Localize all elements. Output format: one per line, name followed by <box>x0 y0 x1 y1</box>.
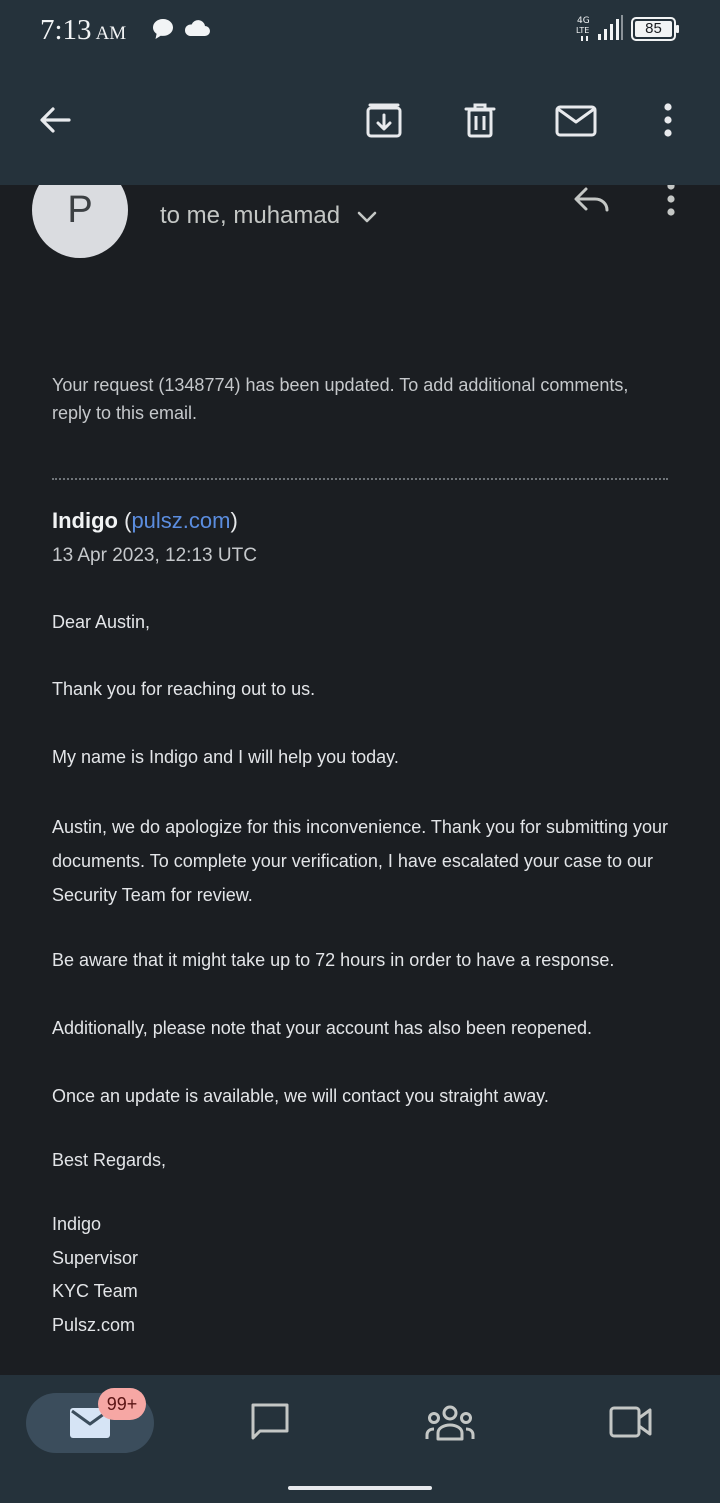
nav-chat-tab[interactable] <box>249 1401 291 1448</box>
avatar[interactable]: P <box>32 185 128 258</box>
request-update-notice: Your request (1348774) has been updated. To add additional comments, reply to this email. <box>52 375 629 423</box>
paragraph: Additionally, please note that your account has also been reopened. <box>52 1018 593 1038</box>
chat-icon <box>249 1401 291 1443</box>
mark-unread-button[interactable] <box>544 88 608 152</box>
more-vertical-icon <box>662 102 674 138</box>
paragraph: Thank you for reaching out to us. <box>52 679 316 699</box>
video-camera-icon <box>609 1405 653 1439</box>
agent-line: Indigo (pulsz.com) <box>52 508 238 533</box>
message-date: 13 Apr 2023, 12:13 UTC <box>52 545 257 566</box>
signature-line: Supervisor <box>52 1248 139 1268</box>
people-group-icon <box>425 1405 475 1441</box>
more-vertical-icon <box>665 185 677 217</box>
signal-icon <box>597 14 625 47</box>
chevron-down-icon <box>355 207 379 227</box>
toolbar-more-button[interactable] <box>636 88 700 152</box>
paragraph: Once an update is available, we will contact you straight away. <box>52 1086 549 1106</box>
reply-button[interactable] <box>570 185 614 226</box>
chat-notification-icon <box>150 16 176 47</box>
cloud-icon <box>182 16 212 45</box>
status-time: 7:13 AM <box>40 14 127 46</box>
paragraph: Be aware that it might take up to 72 hours in order to have a response. <box>52 950 615 970</box>
svg-text:LTE: LTE <box>576 26 590 35</box>
email-toolbar <box>0 60 720 185</box>
trash-icon <box>460 100 500 140</box>
recipients-label[interactable]: to me, muhamad <box>160 202 341 229</box>
svg-text:4G: 4G <box>577 16 590 26</box>
arrow-back-icon <box>35 100 75 140</box>
unread-count-badge: 99+ <box>98 1388 146 1420</box>
paragraph: Austin, we do apologize for this inconvenience. Thank you for submitting your documents. To complete your verification, I have escalated your case to our Security Team for review. <box>52 817 669 905</box>
paragraph: Dear Austin, <box>52 612 151 632</box>
battery-icon: 85 <box>631 16 681 47</box>
agent-name: Indigo <box>52 508 118 533</box>
delete-button[interactable] <box>448 88 512 152</box>
signature-line: Indigo <box>52 1214 102 1234</box>
bottom-navigation <box>0 1375 720 1503</box>
divider <box>52 478 668 480</box>
network-lte-icon <box>576 13 596 48</box>
paragraph: My name is Indigo and I will help you today. <box>52 747 399 767</box>
nav-spaces-tab[interactable] <box>425 1405 475 1446</box>
paragraph: Best Regards, <box>52 1150 167 1170</box>
archive-icon <box>364 100 404 140</box>
home-indicator[interactable] <box>288 1486 432 1490</box>
sender-header <box>0 185 720 275</box>
back-button[interactable] <box>23 88 87 152</box>
message-more-button[interactable] <box>665 185 677 222</box>
status-bar <box>0 0 720 60</box>
mail-icon <box>554 100 598 140</box>
signature-line: KYC Team <box>52 1281 138 1301</box>
reply-icon <box>570 185 614 221</box>
agent-domain-link[interactable]: pulsz.com <box>131 508 231 533</box>
recipients-expand-button[interactable] <box>355 207 379 232</box>
nav-meet-tab[interactable] <box>609 1405 653 1444</box>
archive-button[interactable] <box>352 88 416 152</box>
signature-line: Pulsz.com <box>52 1315 136 1335</box>
